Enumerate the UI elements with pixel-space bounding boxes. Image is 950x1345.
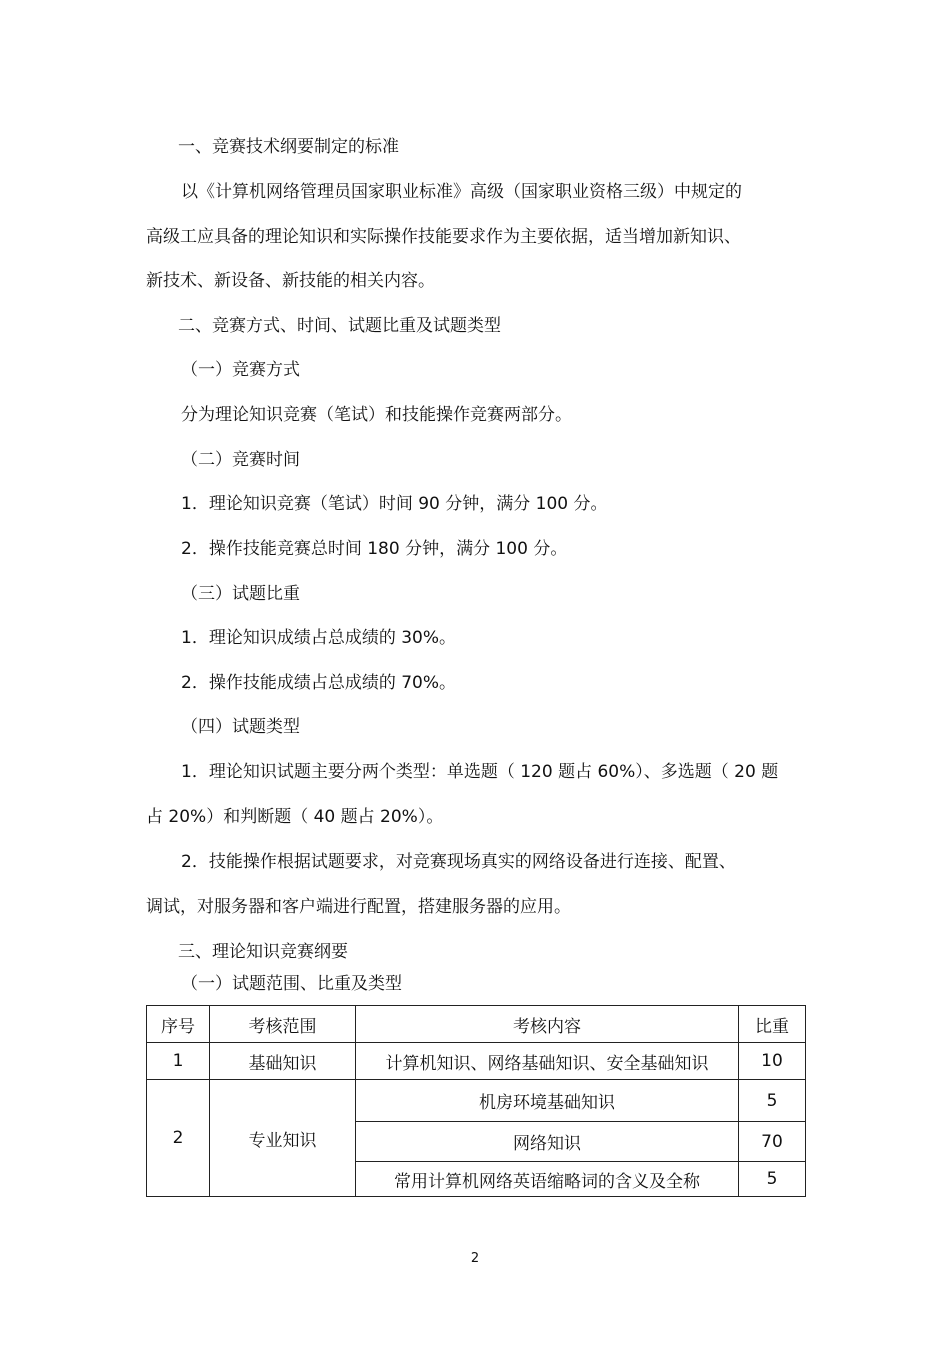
section-heading-1: 一、竞赛技术纲要制定的标准 <box>178 137 399 157</box>
table-header-row <box>147 1006 806 1043</box>
paragraph-line: 高级工应具备的理论知识和实际操作技能要求作为主要依据，适当增加新知识、 <box>146 227 741 247</box>
subsection-heading: （一）竞赛方式 <box>181 360 300 380</box>
cell-weight: 70 <box>739 1122 806 1162</box>
list-item: 1．理论知识竞赛（笔试）时间 90 分钟，满分 100 分。 <box>181 494 608 514</box>
header-cell-no: 序号 <box>147 1006 210 1043</box>
list-item: 1．理论知识成绩占总成绩的 30%。 <box>181 628 457 648</box>
list-item: 2．操作技能成绩占总成绩的 70%。 <box>181 673 457 693</box>
subsection-heading: （二）竞赛时间 <box>181 450 300 470</box>
cell-content: 常用计算机网络英语缩略词的含义及全称 <box>356 1162 739 1197</box>
paragraph-line: 以《计算机网络管理员国家职业标准》高级（国家职业资格三级）中规定的 <box>181 182 742 202</box>
header-cell-scope: 考核范围 <box>210 1006 356 1043</box>
header-cell-content: 考核内容 <box>356 1006 739 1043</box>
paragraph-line: 调试，对服务器和客户端进行配置，搭建服务器的应用。 <box>146 897 571 917</box>
cell-content: 机房环境基础知识 <box>356 1080 739 1122</box>
cell-weight: 5 <box>739 1162 806 1197</box>
subsection-heading: （四）试题类型 <box>181 717 300 737</box>
cell-scope: 专业知识 <box>210 1080 356 1197</box>
section-heading-3: 三、理论知识竞赛纲要 <box>178 942 348 962</box>
exam-scope-table <box>146 1005 806 1197</box>
section-heading-2: 二、竞赛方式、时间、试题比重及试题类型 <box>178 316 501 336</box>
paragraph-line: 新技术、新设备、新技能的相关内容。 <box>146 271 435 291</box>
paragraph-line: 分为理论知识竞赛（笔试）和技能操作竞赛两部分。 <box>181 405 572 425</box>
cell-content: 计算机知识、网络基础知识、安全基础知识 <box>356 1043 739 1080</box>
table-row <box>147 1080 806 1122</box>
cell-content: 网络知识 <box>356 1122 739 1162</box>
cell-weight: 10 <box>739 1043 806 1080</box>
header-cell-weight: 比重 <box>739 1006 806 1043</box>
cell-weight: 5 <box>739 1080 806 1122</box>
subsection-heading: （一）试题范围、比重及类型 <box>181 974 402 994</box>
paragraph-line: 占 20%）和判断题（ 40 题占 20%）。 <box>146 807 444 827</box>
list-item: 1．理论知识试题主要分两个类型：单选题（ 120 题占 60%）、多选题（ 20 题 <box>181 762 779 782</box>
list-item: 2．技能操作根据试题要求，对竞赛现场真实的网络设备进行连接、配置、 <box>181 852 736 872</box>
subsection-heading: （三）试题比重 <box>181 584 300 604</box>
cell-scope: 基础知识 <box>210 1043 356 1080</box>
cell-no: 1 <box>147 1043 210 1080</box>
table-row <box>147 1043 806 1080</box>
cell-no: 2 <box>147 1080 210 1197</box>
list-item: 2．操作技能竞赛总时间 180 分钟，满分 100 分。 <box>181 539 568 559</box>
page-number: 2 <box>470 1251 480 1266</box>
